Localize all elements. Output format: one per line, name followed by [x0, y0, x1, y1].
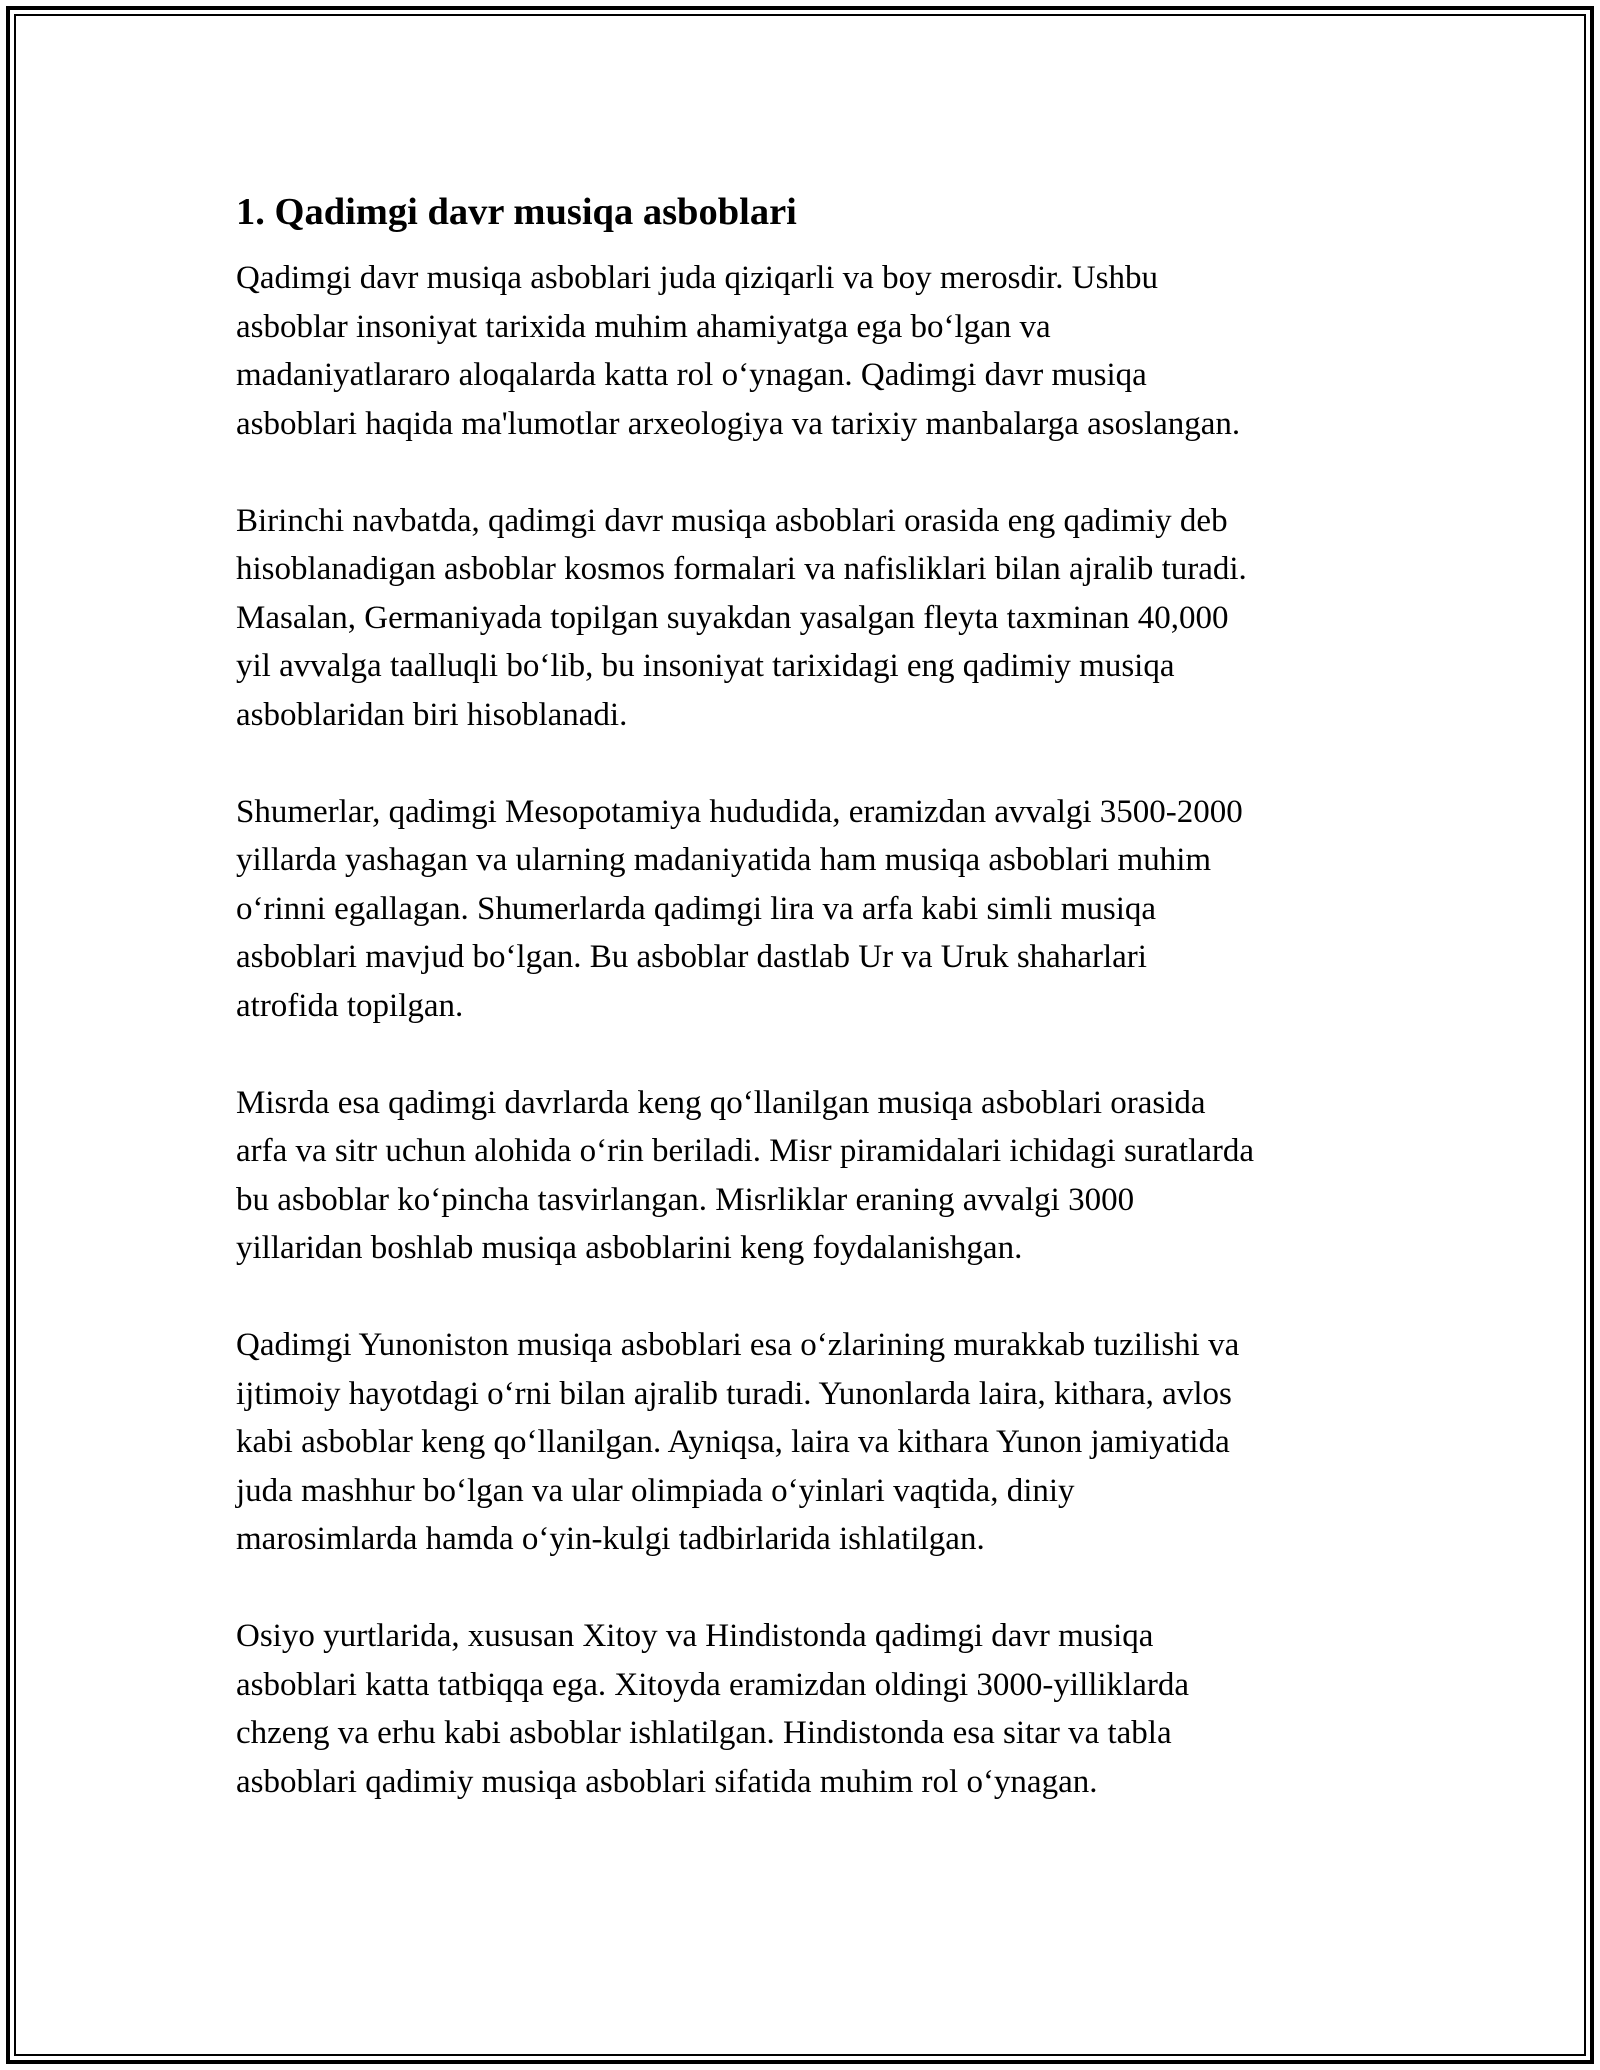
- paragraph-intro: [236, 254, 1376, 448]
- paragraph-earliest-instruments: [236, 497, 1376, 740]
- paragraph-line: Masalan, Germaniyada topilgan suyakdan yasalgan fleyta taxminan 40,000: [236, 599, 1229, 636]
- paragraph-line: Birinchi navbatda, qadimgi davr musiqa asboblari orasida eng qadimiy deb: [236, 502, 1228, 539]
- paragraph-line: kabi asboblar keng qoʻllanilgan. Ayniqsa, laira va kithara Yunon jamiyatida: [236, 1424, 1230, 1460]
- paragraph-sumerians: [236, 788, 1376, 1031]
- paragraph-greece: [236, 1321, 1376, 1564]
- paragraph-line: yil avvalga taalluqli boʻlib, bu insoniyat tarixidagi eng qadimiy musiqa: [236, 648, 1175, 684]
- paragraph-line: Qadimgi Yunoniston musiqa asboblari esa oʻzlarining murakkab tuzilishi va: [236, 1327, 1240, 1363]
- paragraph-line: asboblari qadimiy musiqa asboblari sifatida muhim rol oʻynagan.: [236, 1763, 1098, 1800]
- paragraph-line: marosimlarda hamda oʻyin-kulgi tadbirlarida ishlatilgan.: [236, 1521, 985, 1557]
- paragraph-line: Misrda esa qadimgi davrlarda keng qoʻllanilgan musiqa asboblari orasida: [236, 1084, 1206, 1121]
- paragraph-line: asboblaridan biri hisoblanadi.: [236, 696, 628, 733]
- paragraph-line: asboblari katta tatbiqqa ega. Xitoyda eramizdan oldingi 3000-yilliklarda: [236, 1666, 1190, 1703]
- paragraph-line: madaniyatlararo aloqalarda katta rol oʻynagan. Qadimgi davr musiqa: [236, 357, 1147, 393]
- paragraph-line: asboblari mavjud boʻlgan. Bu asboblar dastlab Ur va Uruk shaharlari: [236, 939, 1147, 975]
- paragraph-line: yillaridan boshlab musiqa asboblarini keng foydalanishgan.: [236, 1230, 1023, 1266]
- paragraph-line: juda mashhur boʻlgan va ular olimpiada oʻyinlari vaqtida, diniy: [236, 1472, 1075, 1509]
- paragraph-line: Shumerlar, qadimgi Mesopotamiya hududida, eramizdan avvalgi 3500-2000: [236, 793, 1243, 830]
- document-body: [236, 186, 1376, 1855]
- paragraph-line: asboblari haqida ma'lumotlar arxeologiya va tarixiy manbalarga asoslangan.: [236, 405, 1241, 442]
- paragraph-line: ijtimoiy hayotdagi oʻrni bilan ajralib turadi. Yunonlarda laira, kithara, avlos: [236, 1375, 1232, 1412]
- paragraph-line: yillarda yashagan va ularning madaniyatida ham musiqa asboblari muhim: [236, 842, 1212, 878]
- paragraph-egypt: [236, 1079, 1376, 1273]
- paragraph-line: Osiyo yurtlarida, xususan Xitoy va Hindistonda qadimgi davr musiqa: [236, 1618, 1154, 1654]
- paragraph-line: Qadimgi davr musiqa asboblari juda qiziqarli va boy merosdir. Ushbu: [236, 260, 1158, 296]
- paragraph-line: bu asboblar koʻpincha tasvirlangan. Misrliklar eraning avvalgi 3000: [236, 1181, 1135, 1218]
- paragraph-asia: [236, 1612, 1376, 1806]
- paragraph-line: oʻrinni egallagan. Shumerlarda qadimgi lira va arfa kabi simli musiqa: [236, 890, 1157, 927]
- paragraph-line: hisoblanadigan asboblar kosmos formalari va nafisliklari bilan ajralib turadi.: [236, 551, 1247, 587]
- paragraph-line: asboblar insoniyat tarixida muhim ahamiyatga ega boʻlgan va: [236, 308, 1051, 345]
- section-heading: 1. Qadimgi davr musiqa asboblari: [236, 191, 797, 233]
- paragraph-line: atrofida topilgan.: [236, 987, 464, 1024]
- paragraph-line: chzeng va erhu kabi asboblar ishlatilgan. Hindistonda esa sitar va tabla: [236, 1715, 1172, 1751]
- paragraph-line: arfa va sitr uchun alohida oʻrin beriladi. Misr piramidalari ichidagi suratlarda: [236, 1133, 1255, 1169]
